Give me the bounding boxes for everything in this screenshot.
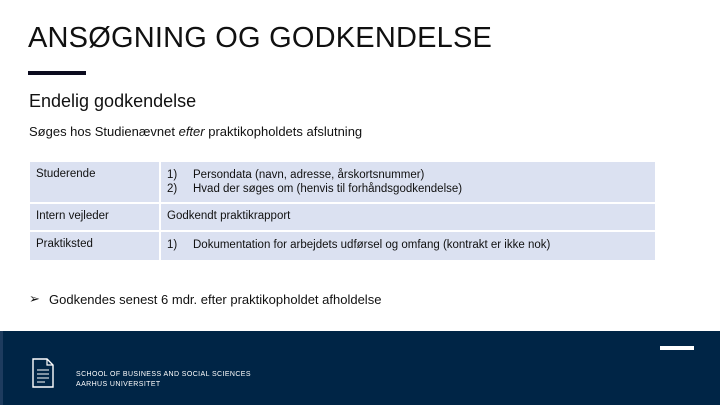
requirements-table [28, 160, 657, 262]
requirements-cell: Godkendt praktikrapport [160, 203, 656, 231]
arrow-bullet-icon: ➢ [29, 291, 40, 306]
footer-bar [0, 331, 720, 405]
note-emphasis: efter [178, 124, 205, 139]
note-prefix: Søges hos Studienævnet [29, 124, 179, 139]
note-suffix: praktikopholdets afslutning [204, 124, 363, 139]
title-underline [28, 71, 86, 75]
table-row [29, 161, 656, 203]
list-item [167, 238, 649, 252]
footer-accent-line [660, 346, 694, 350]
role-cell: Intern vejleder [29, 203, 160, 231]
role-cell: Praktiksted [29, 231, 160, 261]
slide-title: ANSØGNING OG GODKENDELSE [28, 22, 493, 54]
requirements-cell [160, 231, 656, 261]
list-item [167, 168, 649, 182]
submission-note [29, 124, 362, 139]
slide-subtitle: Endelig godkendelse [29, 91, 197, 111]
item-number: 1) [167, 239, 178, 251]
university-name: AARHUS UNIVERSITET [76, 381, 161, 388]
item-text: Hvad der søges om (henvis til forhåndsgodkendelse) [193, 183, 463, 195]
deadline-bullet [29, 291, 381, 307]
item-text: Persondata (navn, adresse, årskortsnummer) [193, 169, 425, 181]
item-number: 1) [167, 169, 178, 181]
table-row [29, 203, 656, 231]
bullet-text: Godkendes senest 6 mdr. efter praktikopholdet afholdelse [49, 291, 382, 307]
list-item [167, 182, 649, 196]
requirements-cell [160, 161, 656, 203]
school-name: SCHOOL OF BUSINESS AND SOCIAL SCIENCES [76, 371, 251, 378]
item-text: Dokumentation for arbejdets udførsel og omfang (kontrakt er ikke nok) [193, 239, 551, 251]
role-cell: Studerende [29, 161, 160, 203]
table-row [29, 231, 656, 261]
left-edge-strip [0, 331, 3, 405]
item-number: 2) [167, 183, 178, 195]
institution-name [76, 370, 251, 390]
document-icon [32, 358, 54, 388]
